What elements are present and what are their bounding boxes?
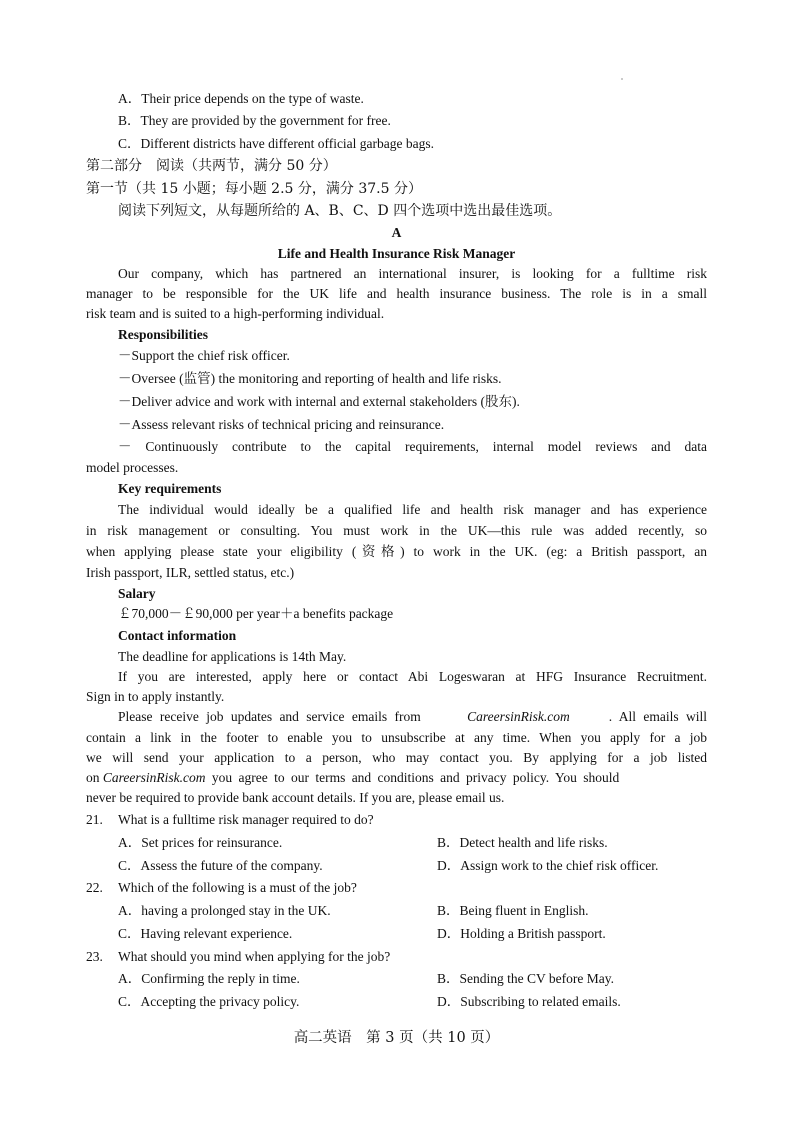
question-number: 23. [86,949,103,964]
site-link[interactable]: CareersinRisk.com [102,770,206,785]
option-b[interactable]: B．Being fluent in English. [437,903,589,918]
requirements-line-2: in risk management or consulting. You must work in the UK—this rule was added recently, so [86,523,707,538]
intro-line-3: risk team and is suited to a high-performing individual. [86,306,385,321]
email-line-1-pre: Please receive job updates and service emails from [118,709,429,724]
page-footer: 高二英语 第 3 页（共 10 页） [293,1030,500,1046]
intro-line-1: Our company, which has partnered an international insurer, is looking for a fulltime risk [118,266,707,281]
prev-option-b: B．They are provided by the government for free. [118,113,391,128]
option-a[interactable]: A．Set prices for reinsurance. [118,835,283,850]
option-c[interactable]: C．Accepting the privacy policy. [118,994,300,1009]
option-d[interactable]: D．Subscribing to related emails. [437,994,621,1009]
email-line-1 [118,708,707,726]
scan-speck [621,78,623,80]
question-stem: What should you mind when applying for the job? [118,949,391,964]
instruction: 阅读下列短文，从每题所给的 A、B、C、D 四个选项中选出最佳选项。 [118,203,562,219]
option-d[interactable]: D．Holding a British passport. [437,926,606,941]
responsibility-item: －Assess relevant risks of technical pricing and reinsurance. [118,417,445,432]
option-c[interactable]: C．Having relevant experience. [118,926,293,941]
responsibility-item-cont: model processes. [86,460,179,475]
prev-option-a: A．Their price depends on the type of waste. [118,91,364,106]
email-line-4-post: you agree to our terms and conditions and privacy policy. You should [205,770,620,785]
requirements-line-4: Irish passport, ILR, settled status, etc.) [86,565,295,580]
question-stem: Which of the following is a must of the job? [118,880,357,895]
option-d[interactable]: D．Assign work to the chief risk officer. [437,858,659,873]
question-number: 21. [86,812,103,827]
responsibility-item: －Oversee (监管) the monitoring and reporting of health and life risks. [118,371,502,386]
requirements-line-1: The individual would ideally be a qualified life and health risk manager and has experience [118,502,707,517]
site-link[interactable]: CareersinRisk.com [467,709,570,724]
option-c[interactable]: C．Assess the future of the company. [118,858,323,873]
contact-line-1: The deadline for applications is 14th May. [118,649,347,664]
responsibility-item: － Continuously contribute to the capital requirements, internal model reviews and data [118,439,707,454]
intro-line-2: manager to be responsible for the UK life and health insurance business. The role is in a small [86,286,707,301]
responsibility-item: －Support the chief risk officer. [118,348,290,363]
section-heading: 第二部分 阅读（共两节，满分 50 分） [86,158,337,174]
email-line-4-pre: on [86,770,103,785]
salary-text: ￡70,000－￡90,000 per year＋a benefits package [118,606,394,621]
requirements-line-3: when applying please state your eligibility (资格) to work in the UK. (eg: a British passport, an [86,544,707,559]
email-line-2: contain a link in the footer to enable you to unsubscribe at any time. When you apply for a job [86,730,707,745]
email-line-5: never be required to provide bank account details. If you are, please email us. [86,790,505,805]
passage-title: Life and Health Insurance Risk Manager [277,246,516,261]
salary-heading: Salary [118,586,156,601]
subsection-heading: 第一节（共 15 小题；每小题 2.5 分，满分 37.5 分） [86,181,422,197]
question-number: 22. [86,880,103,895]
responsibilities-heading: Responsibilities [118,327,209,342]
passage-letter: A [391,225,402,240]
question-stem: What is a fulltime risk manager required to do? [118,812,374,827]
contact-heading: Contact information [118,628,237,643]
option-a[interactable]: A．Confirming the reply in time. [118,971,300,986]
option-a[interactable]: A．having a prolonged stay in the UK. [118,903,331,918]
prev-option-c: C．Different districts have different official garbage bags. [118,136,435,151]
responsibility-item: －Deliver advice and work with internal and external stakeholders (股东). [118,394,520,409]
option-b[interactable]: B．Sending the CV before May. [437,971,614,986]
option-b[interactable]: B．Detect health and life risks. [437,835,608,850]
contact-line-3: Sign in to apply instantly. [86,689,225,704]
email-line-1-post: . All emails will [608,709,707,724]
contact-line-2: If you are interested, apply here or contact Abi Logeswaran at HFG Insurance Recruitment. [118,669,707,684]
email-line-4 [86,769,707,787]
requirements-heading: Key requirements [118,481,222,496]
email-line-3: we will send your application to a person, who may contact you. By applying for a job listed [86,750,707,765]
